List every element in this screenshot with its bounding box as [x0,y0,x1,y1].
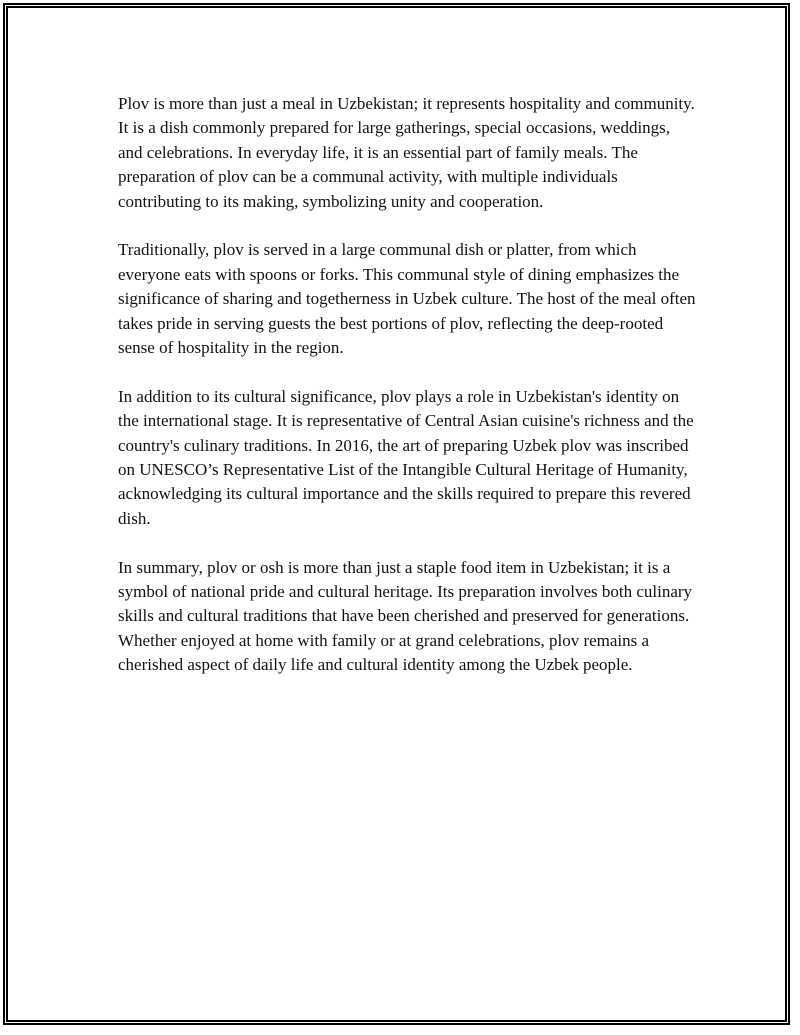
paragraph-summary: In summary, plov or osh is more than just a staple food item in Uzbekistan; it is a symbol of national pride and cultural heritage. Its preparation involves both culinary skills and cultural traditions that have been cherished and preserved for generations. Whether enjoyed at home with family or at grand celebrations, plov remains a cherished aspect of daily life and cultural identity among the Uzbek people. [118,557,693,675]
document-body [118,92,698,702]
paragraph-international-identity: In addition to its cultural significance, plov plays a role in Uzbekistan's identity on the international stage. It is representative of Central Asian cuisine's richness and the country's culinary traditions. In 2016, the art of preparing Uzbek plov was inscribed on UNESCO’s Representative List of the Intangible Cultural Heritage of Humanity, acknowledging its cultural importance and the skills required to prepare this revered dish. [118,386,694,528]
paragraph-hospitality: Plov is more than just a meal in Uzbekistan; it represents hospitality and community. It is a dish commonly prepared for large gatherings, special occasions, weddings, and celebrations. In everyday life, it is an essential part of family meals. The preparation of plov can be a communal activity, with multiple individuals contributing to its making, symbolizing unity and cooperation. [118,94,695,211]
paragraph-communal-dining: Traditionally, plov is served in a large communal dish or platter, from which everyone eats with spoons or forks. This communal style of dining emphasizes the significance of sharing and togetherness in Uzbek culture. The host of the meal often takes pride in serving guests the best portions of plov, reflecting the deep-rooted sense of hospitality in the region. [118,240,696,358]
